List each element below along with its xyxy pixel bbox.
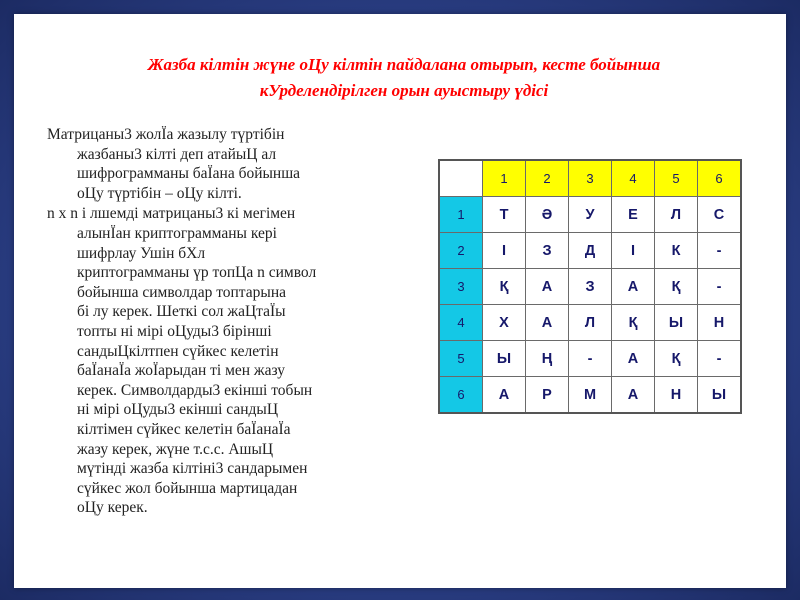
column-header: 5: [655, 160, 698, 197]
table-cell: М: [569, 377, 612, 414]
paragraph-line: бойынша символдар топтарына: [77, 283, 286, 301]
paragraph-line: жазу керек, жүне т.с.с. АшыЦ: [77, 440, 274, 458]
table-cell: Қ: [483, 269, 526, 305]
row-header: 5: [439, 341, 483, 377]
table-cell: -: [698, 233, 742, 269]
paragraph-line: криптограмманы үр топЦа n символ: [77, 264, 317, 282]
column-header: 2: [526, 160, 569, 197]
table-header-row: [439, 160, 741, 197]
column-header: 6: [698, 160, 742, 197]
row-header: 6: [439, 377, 483, 414]
paragraph-line: оЦу түртібін – оЦу кілті.: [77, 184, 242, 202]
table-cell: Х: [483, 305, 526, 341]
table-cell: -: [569, 341, 612, 377]
title-line-2: кУрделендірілген орын ауыстыру үдісі: [259, 81, 549, 100]
table-cell: З: [526, 233, 569, 269]
paragraph-line: Матрицаны3 жолЇа жазылу түртібін: [47, 126, 285, 143]
table-row: [439, 233, 741, 269]
paragraph-line: ні мірі оЦуды3 екінші сандыЦ: [77, 401, 279, 419]
table-cell: Ы: [655, 305, 698, 341]
row-header: 2: [439, 233, 483, 269]
table-corner-cell: [439, 160, 483, 197]
table-cell: У: [569, 197, 612, 233]
table-cell: Қ: [655, 269, 698, 305]
table-cell: Қ: [655, 341, 698, 377]
paragraph-line: шифрограмманы баЇана бойынша: [77, 165, 301, 183]
row-header: 4: [439, 305, 483, 341]
table-cell: Н: [698, 305, 742, 341]
table-row: [439, 269, 741, 305]
paragraph-line: алынЇан криптограмманы кері: [77, 224, 277, 242]
table-cell: Н: [655, 377, 698, 414]
table-row: [439, 341, 741, 377]
table-cell: Л: [569, 305, 612, 341]
paragraph-line: мүтінді жазба кілтіні3 сандарымен: [77, 460, 308, 478]
paragraph-line: керек. Символдарды3 екінші тобын: [77, 381, 313, 399]
table-cell: А: [526, 269, 569, 305]
table-cell: -: [698, 269, 742, 305]
table-cell: І: [483, 233, 526, 269]
paragraph-line: шифрлау Ушін бХл: [77, 244, 206, 262]
paragraph-line: сүйкес жол бойынша мартицадан: [77, 479, 298, 497]
paragraph-line: оЦу керек.: [77, 499, 148, 517]
table-cell: А: [612, 269, 655, 305]
paragraph-line: бі лу керек. Шеткі сол жаЦтаЇы: [77, 303, 286, 321]
paragraph-line: топты ні мірі оЦуды3 бірінші: [77, 322, 272, 340]
table-cell: Ы: [483, 341, 526, 377]
column-header: 1: [483, 160, 526, 197]
table-cell: Р: [526, 377, 569, 414]
table-row: [439, 197, 741, 233]
table-cell: Д: [569, 233, 612, 269]
table-cell: С: [698, 197, 742, 233]
table-cell: Л: [655, 197, 698, 233]
column-header: 4: [612, 160, 655, 197]
table-cell: А: [483, 377, 526, 414]
paragraph-line: жазбаны3 кілті деп атайыЦ ал: [77, 145, 277, 163]
table-cell: К: [655, 233, 698, 269]
table-cell: А: [612, 377, 655, 414]
paragraph-line: кілтімен сүйкес келетін баЇанаЇа: [77, 420, 291, 438]
table-cell: Ы: [698, 377, 742, 414]
table-cell: Ә: [526, 197, 569, 233]
table-cell: А: [612, 341, 655, 377]
title-line-1: Жазба кілтін жүне оЦу кілтін пайдалана отырып, кесте бойынша: [147, 55, 661, 74]
table-cell: Қ: [612, 305, 655, 341]
row-header: 3: [439, 269, 483, 305]
paragraph-line: баЇанаЇа жоЇарыдан ті мен жазу: [77, 362, 286, 380]
cipher-table: [438, 159, 742, 414]
slide-title: [54, 52, 754, 104]
row-header: 1: [439, 197, 483, 233]
table-row: [439, 305, 741, 341]
slide: [14, 14, 786, 588]
table-cell: Е: [612, 197, 655, 233]
table-cell: Ң: [526, 341, 569, 377]
paragraph: [47, 125, 387, 203]
table-cell: І: [612, 233, 655, 269]
paragraph: [47, 204, 387, 518]
table-row: [439, 377, 741, 414]
table-cell: Т: [483, 197, 526, 233]
paragraph-line: n х n і лшемді матрицаны3 кі мегімен: [47, 205, 296, 223]
column-header: 3: [569, 160, 612, 197]
table-cell: З: [569, 269, 612, 305]
paragraph-line: сандыЦкілтпен сүйкес келетін: [77, 342, 279, 360]
body-text: [47, 125, 387, 519]
table-cell: -: [698, 341, 742, 377]
table-cell: А: [526, 305, 569, 341]
